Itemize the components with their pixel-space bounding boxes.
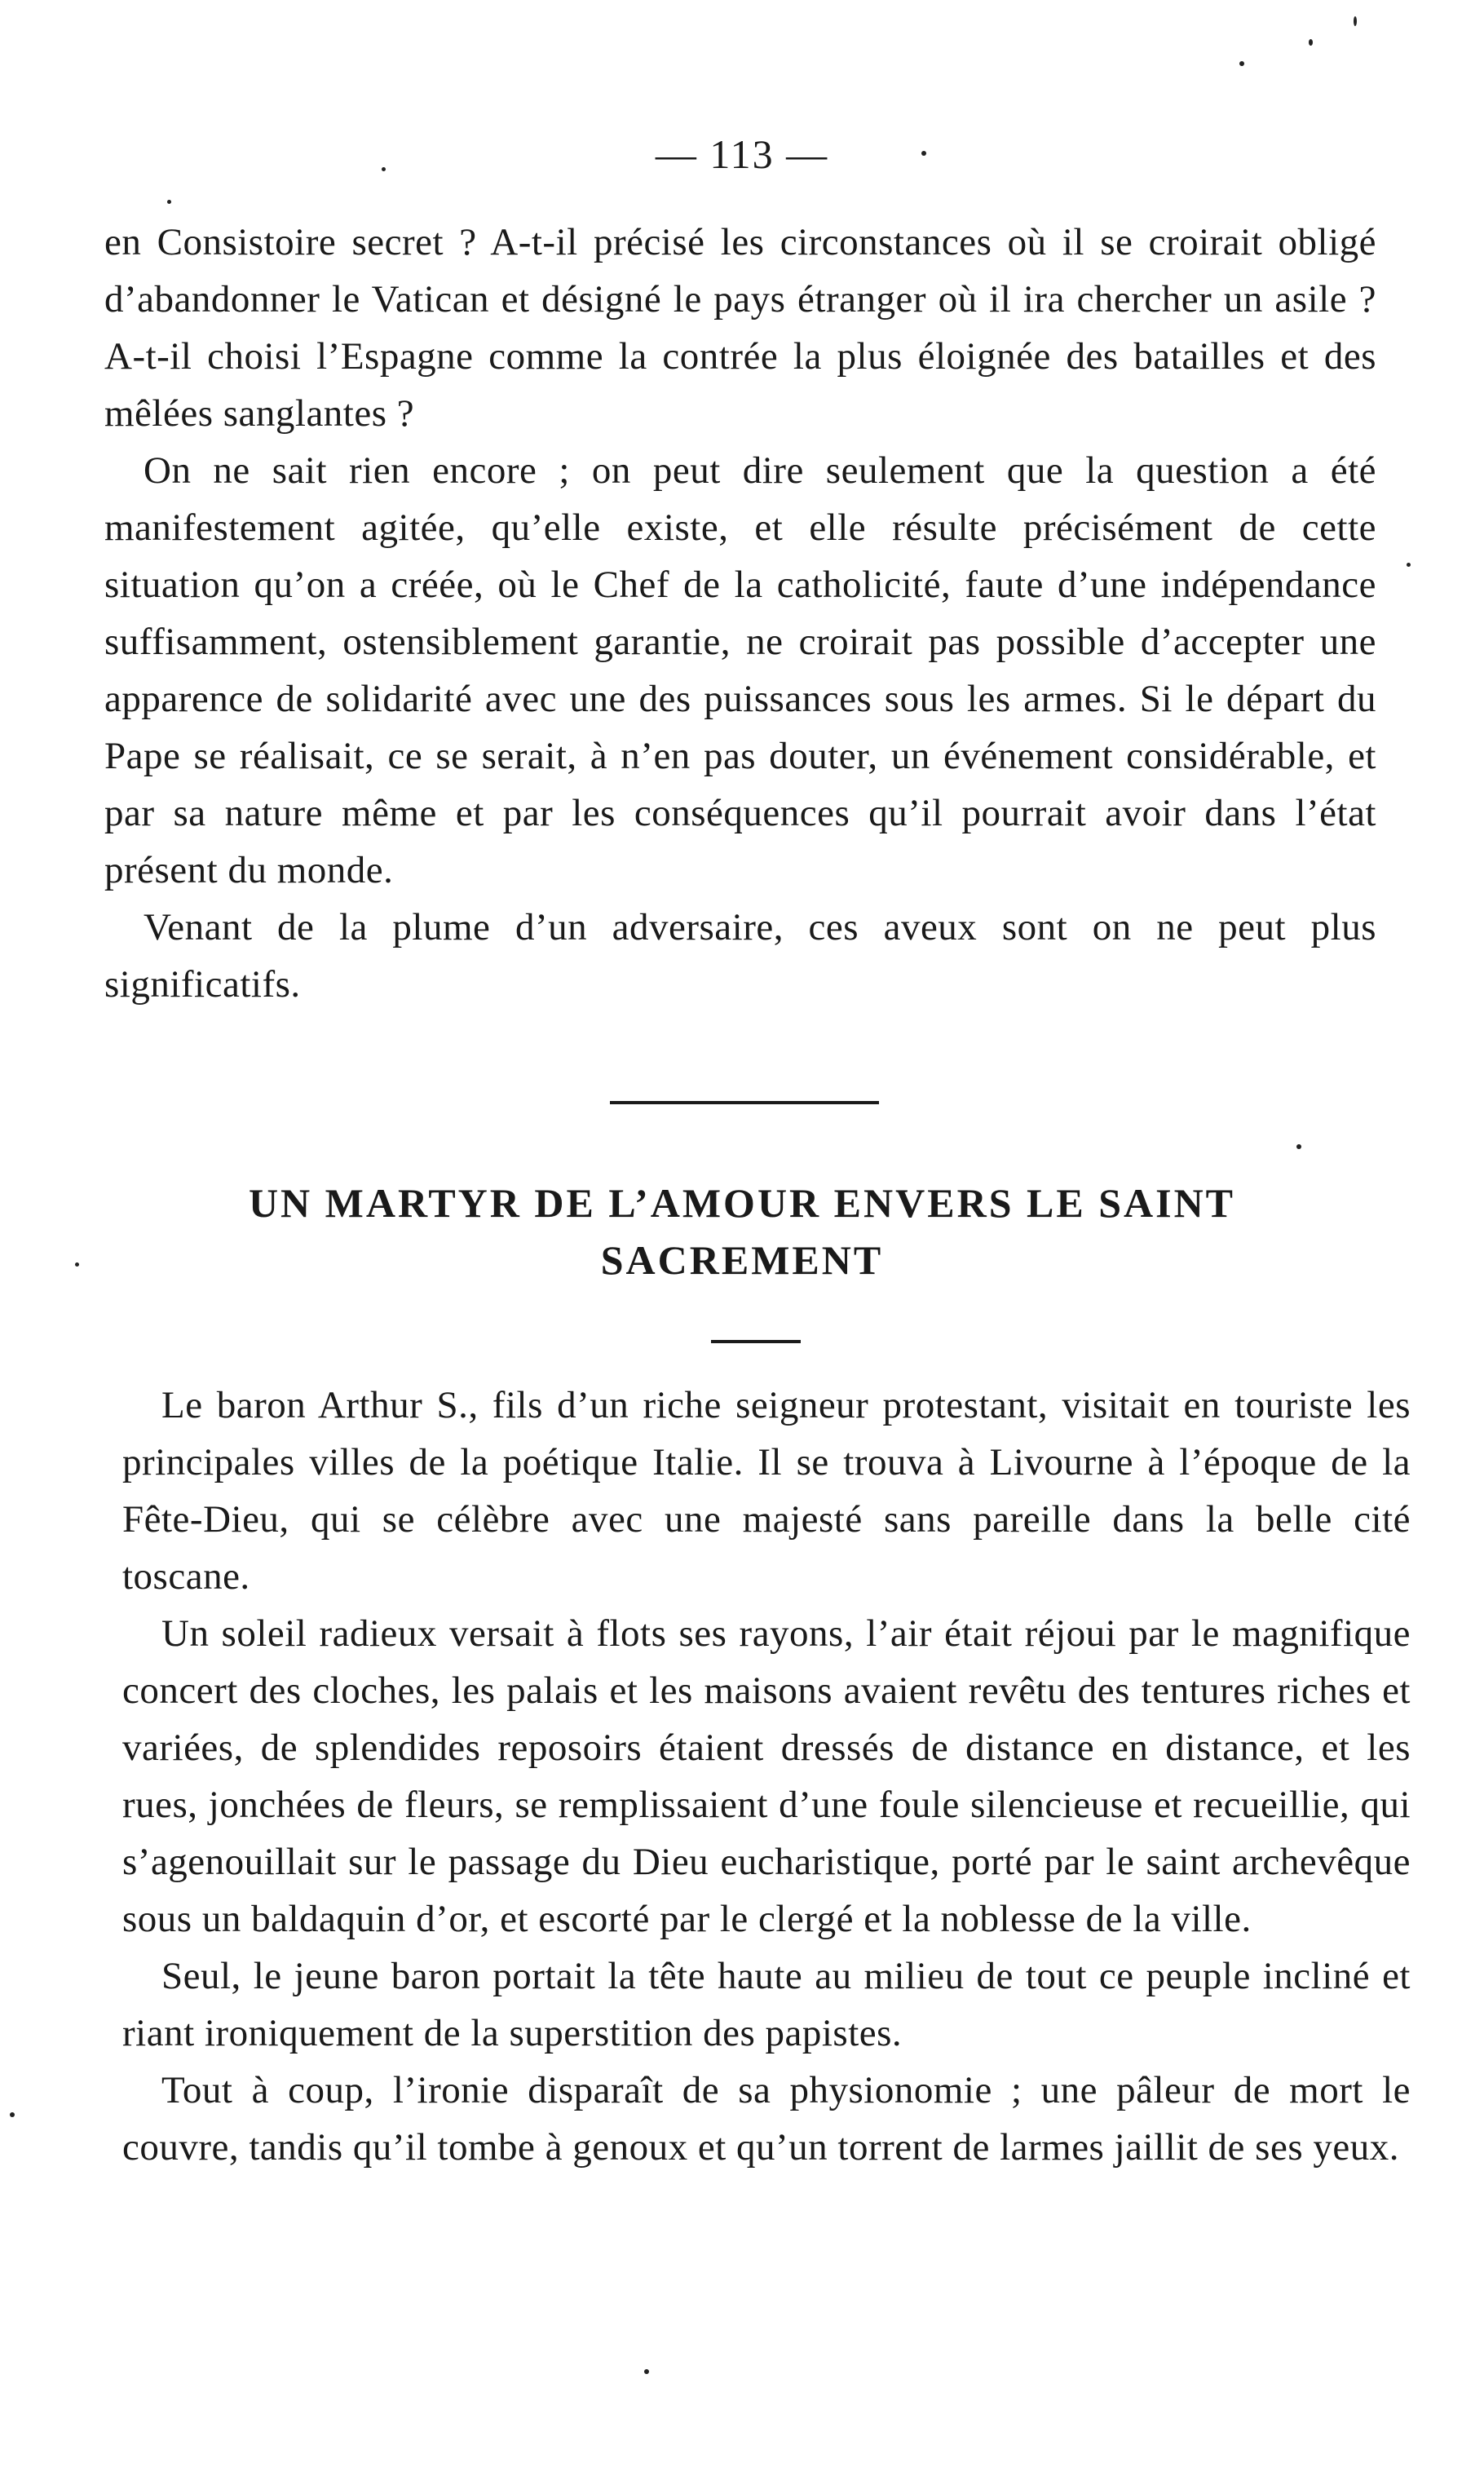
paragraph: Le baron Arthur S., fils d’un riche seigneur protestant, visitait en touriste les principales villes de la poétique Italie. Il se trouva à Livourne à l’époque de la Fête-Dieu, qui se célèbre avec une majesté sans pareille dans la belle cité toscane. [122,1384,1411,1598]
title-underline [711,1340,801,1343]
paragraph: Venant de la plume d’un adversaire, ces aveux sont on ne peut plus significatifs. [104,906,1376,1006]
scan-speck [1407,563,1411,567]
section-title: UN MARTYR DE L’AMOUR ENVERS LE SAINT SACREMENT [248,1180,1236,1283]
paragraph: Un soleil radieux versait à flots ses rayons, l’air était réjoui par le magnifique concert des cloches, les palais et les maisons avaient revêtu des tentures riches et variées, de splendides reposoirs étaient dressés de distance en distance, et les rues, jonchées de fleurs, se remplissaient d’une foule silencieuse et recueillie, qui s’agenouillait sur le passage du Dieu eucharistique, porté par le saint archevêque sous un baldaquin d’or, et escorté par le clergé et la noblesse de la ville. [122,1612,1411,1940]
scan-speck [1239,61,1244,66]
continued-text [104,214,1376,1013]
paragraph: en Consistoire secret ? A-t-il précisé les circonstances où il se croirait obligé d’abandonner le Vatican et désigné le pays étranger où il ira chercher un asile ? A-t-il choisi l’Espagne comme la contrée la plus éloignée des batailles et des mêlées sanglantes ? [104,221,1376,435]
section-body [122,1377,1411,2176]
scan-speck [167,200,171,204]
scan-speck [921,151,926,156]
scan-speck [1354,16,1357,26]
scan-speck [1309,39,1313,46]
scan-speck [382,167,386,171]
scan-speck [644,2369,649,2374]
scan-speck [75,1262,79,1267]
scan-speck [10,2112,15,2117]
paragraph: Seul, le jeune baron portait la tête haute au milieu de tout ce peuple incliné et riant ironiquement de la superstition des papistes. [122,1955,1411,2054]
paragraph: Tout à coup, l’ironie disparaît de sa physionomie ; une pâleur de mort le couvre, tandis qu’il tombe à genoux et qu’un torrent de larmes jaillit de ses yeux. [122,2069,1411,2169]
scan-speck [1296,1144,1301,1149]
section-divider [610,1101,879,1104]
page-number: — 113 — [655,131,829,177]
paragraph: On ne sait rien encore ; on peut dire seulement que la question a été manifestement agitée, qu’elle existe, et elle résulte précisément de cette situation qu’on a créée, où le Chef de la catholicité, faute d’une indépendance suffisamment, ostensiblement garantie, ne croirait pas possible d’accepter une apparence de solidarité avec une des puissances sous les armes. Si le départ du Pape se réalisait, ce se serait, à n’en pas douter, un événement considérable, et par sa nature même et par les conséquences qu’il pourrait avoir dans l’état présent du monde. [104,449,1376,891]
